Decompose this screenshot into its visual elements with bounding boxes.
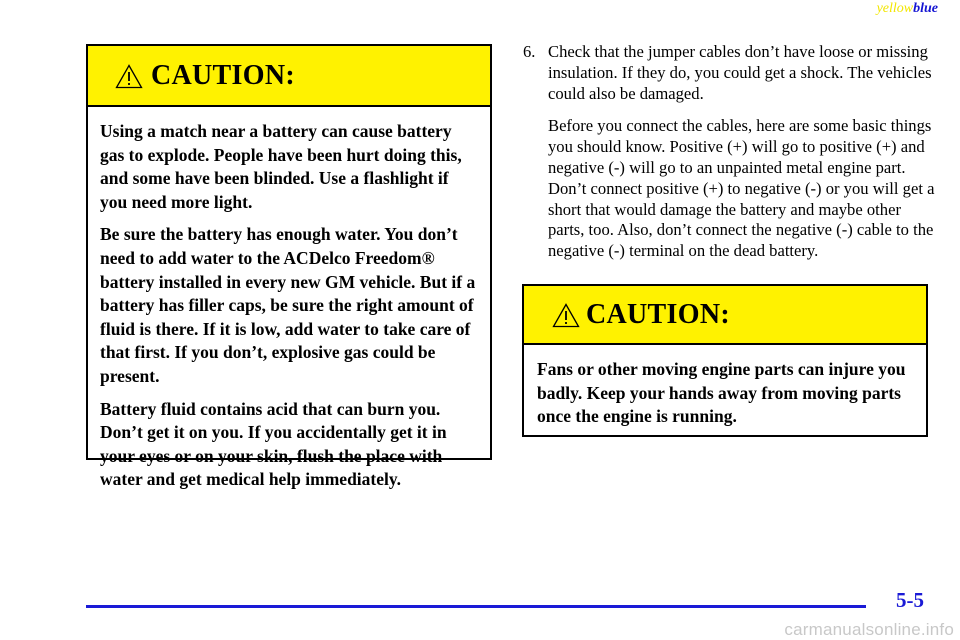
caution-header-band xyxy=(88,46,490,107)
step-6 xyxy=(523,42,938,262)
caution-box-battery xyxy=(86,44,492,490)
step-number: 6. xyxy=(523,42,536,61)
caution-title: CAUTION: xyxy=(586,299,730,330)
site-watermark: carmanualsonline.info xyxy=(784,620,954,639)
step-followup-paragraph: Before you connect the cables, here are some basic things you should know. Positive (+) will go to positive (+) and negative (-) will go to an unpainted metal engine part. Don’t connect positive (+) to negative (-) or you will get a short that would damage the battery and maybe other parts, too. Also, don’t connect the negative (-) cable to the negative (-) terminal on the dead battery. xyxy=(548,116,935,261)
caution-body xyxy=(88,107,490,492)
warning-triangle-icon xyxy=(552,303,580,328)
caution-paragraph: Be sure the battery has enough water. You don’t need to add water to the ACDelco Freedom® battery installed in every new GM vehicle. But if a battery has filler caps, be sure the right amount of fluid is there. If it is low, add water to take care of that first. If you don’t, explosive gas could be present. xyxy=(100,224,476,386)
page-number: 5-5 xyxy=(896,588,924,612)
step-text: Check that the jumper cables don’t have loose or missing insulation. If they do, you could get a shock. The vehicles could also be damaged. xyxy=(548,42,932,103)
color-proof-header xyxy=(877,1,938,17)
caution-paragraph: Fans or other moving engine parts can injure you badly. Keep your hands away from moving parts once the engine is running. xyxy=(537,359,906,427)
caution-title: CAUTION: xyxy=(151,60,295,91)
caution-paragraph: Using a match near a battery can cause battery gas to explode. People have been hurt doing this, and some have been blinded. Use a flashlight if you need more light. xyxy=(100,121,462,212)
caution-body xyxy=(524,345,926,429)
footer-rule xyxy=(86,605,866,608)
header-yellow-word: yellow xyxy=(876,1,914,16)
warning-triangle-icon xyxy=(115,64,143,89)
header-blue-word: blue xyxy=(913,1,938,16)
caution-paragraph: Battery fluid contains acid that can burn you. Don’t get it on you. If you accidentally get it in your eyes or on your skin, flush the place with water and get medical help immediately. xyxy=(100,398,447,490)
caution-box-fans xyxy=(522,284,928,437)
caution-header-band xyxy=(524,286,926,345)
